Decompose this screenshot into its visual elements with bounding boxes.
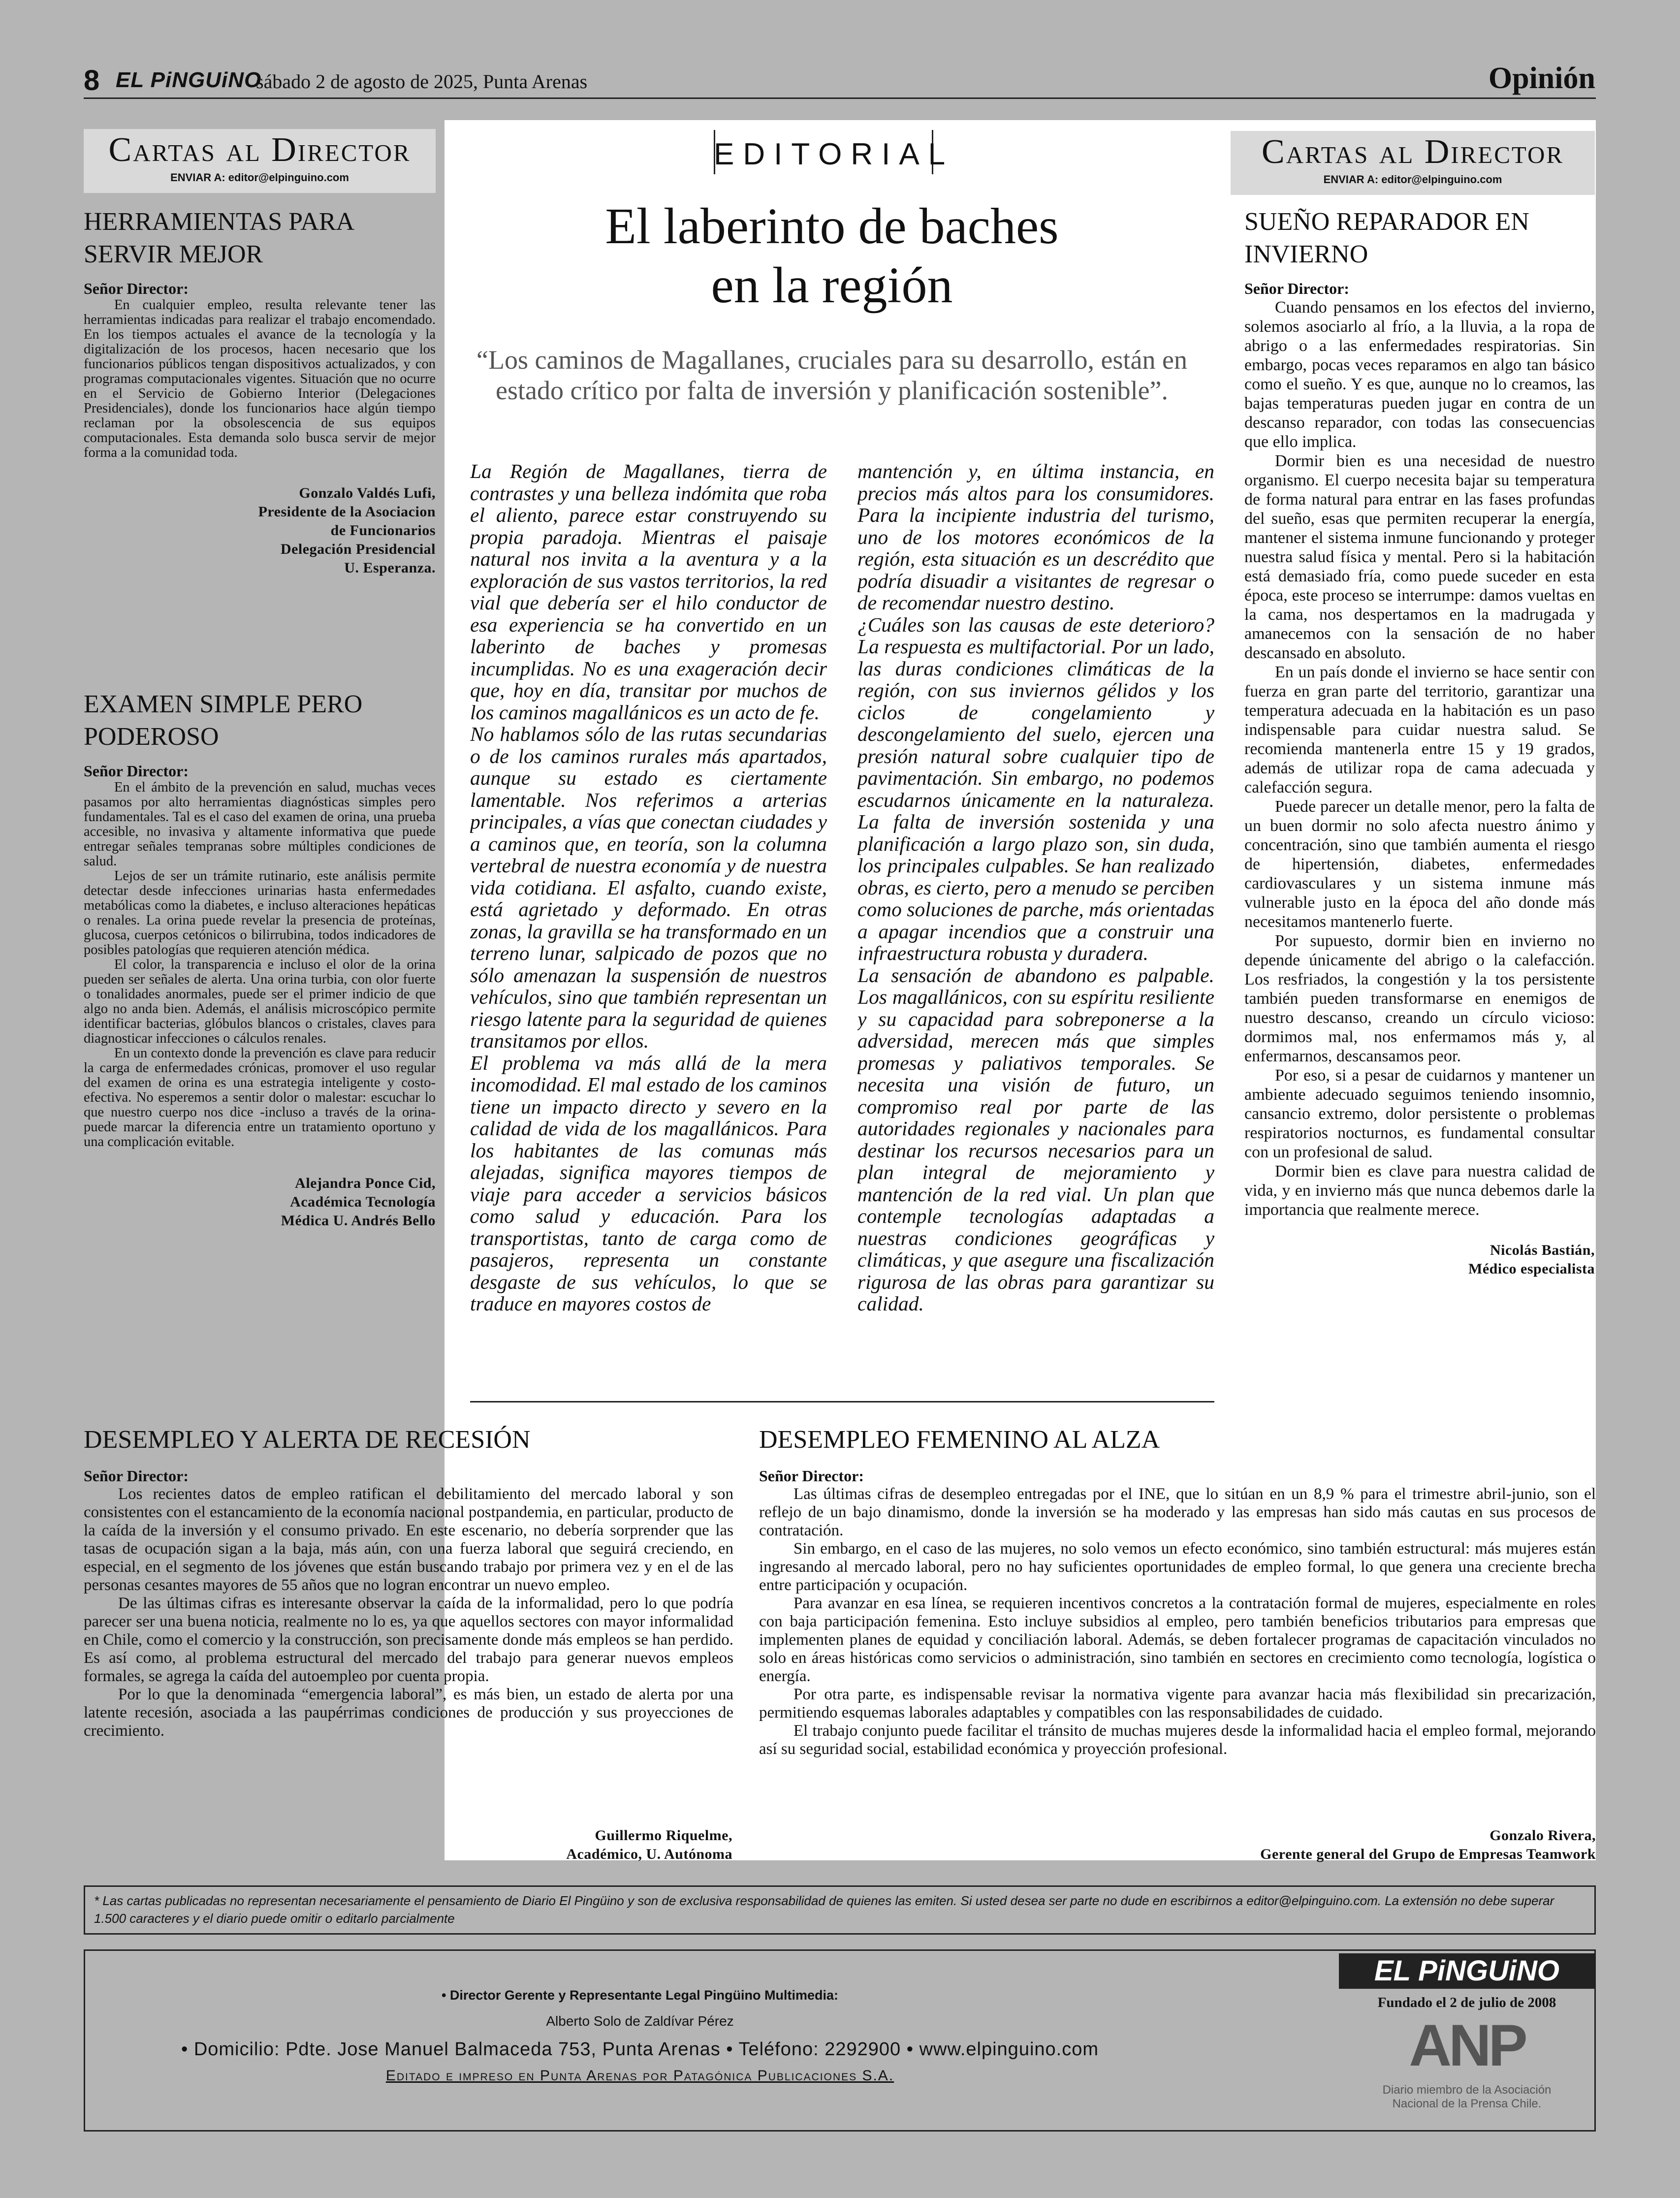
signature-line: Gerente general del Grupo de Empresas Teamwork	[1260, 1846, 1596, 1862]
letter-body	[84, 298, 436, 460]
paragraph: No hablamos sólo de las rutas secundarias o de los caminos rurales más apartados, aunque su estado es ciertamente lamentable. Nos referimos a arterias principales, a vías que conectan ciudades y a caminos que, en teoría, son la columna vertebral de nuestra economía y de nuestra vida cotidiana. El asfalto, cuando existe, está agrietado y deformado. En otras zonas, la gravilla se ha transformado en un terreno lunar, salpicado de pozos que no sólo amenazan la suspensión de nuestros vehículos, sino que también representan un riesgo latente para la seguridad de quienes transitamos por ellos.	[470, 723, 827, 1052]
signature	[1244, 1241, 1595, 1278]
page-number: 8	[84, 64, 100, 96]
anp-caption-line: Nacional de la Prensa Chile.	[1392, 2097, 1542, 2110]
signature-line: Alejandra Ponce Cid,	[295, 1175, 436, 1191]
paragraph: Sin embargo, en el caso de las mujeres, no solo vemos un efecto económico, sino también estructural: más mujeres están ingresando al mercado laboral, pero no hay suficientes oportunidades de empleo formal, lo que genera una creciente brecha entre participación y ocupación.	[759, 1540, 1596, 1594]
cartas-email: ENVIAR A: editor@elpinguino.com	[170, 171, 349, 184]
paragraph: Por supuesto, dormir bien en invierno no depende únicamente del abrigo o la calefacción. Los resfriados, la congestión y la tos persistente también pueden transformarse en enemigos de nuestro descanso, creando un círculo vicioso: dormimos mal, nos enfermamos más y, al enfermarnos, descansamos peor.	[1244, 932, 1595, 1065]
paragraph: Puede parecer un detalle menor, pero la falta de un buen dormir no solo afecta nuestro ánimo y concentración, sino que también aumenta el riesgo de hipertensión, diabetes, enfermedades cardiovasculares y un sistema inmune más vulnerable justo en la época del año donde más necesitamos mantenerlo fuerte.	[1244, 797, 1595, 931]
letter-title: EXAMEN SIMPLE PERO PODEROSO	[84, 690, 363, 751]
paragraph: La sensación de abandono es palpable. Los magallánicos, con su espíritu resiliente y su capacidad para sobreponerse a la adversidad, merecen más que simples promesas y paliativos temporales. Se necesita una visión de futuro, un compromiso real por parte de las autoridades regionales y nacionales para destinar los recursos necesarios para un plan integral de mejoramiento y mantención de la red vial. Un plan que contemple tecnologías adaptadas a nuestras condiciones geográficas y climáticas, y que asegure una fiscalización rigurosa de las obras para garantizar su calidad.	[857, 963, 1214, 1315]
paragraph: mantención y, en última instancia, en precios más altos para los consumidores. Para la incipiente industria del turismo, uno de los motores económicos de la región, esta situación es un descrédito que podría disuadir a visitantes de regresar o de recomendar nuestro destino.	[857, 460, 1214, 614]
address-line: • Domicilio: Pdte. Jose Manuel Balmaceda 753, Punta Arenas • Teléfono: 2292900 • www.elpinguino.com	[181, 2039, 1099, 2060]
el-pinguino-logo: EL PiNGUiNO	[1339, 1953, 1595, 1989]
salutation: Señor Director:	[84, 1467, 189, 1485]
signature	[84, 484, 436, 577]
left-cartas-header	[84, 129, 436, 193]
paragraph: De las últimas cifras es interesante observar la caída de la informalidad, pero lo que podría parecer ser una buena noticia, realmente no lo es, ya que aquellos sectores con mayor informalidad en Chile, como el comercio y la construcción, son precisamente donde más empleos se han perdido. Es así como, al problema estructural del mercado del trabajo para generar nuevos empleos formales, se agrega la caída del autoempleo por cuenta propia.	[84, 1594, 733, 1685]
paragraph: Por otra parte, es indispensable revisar la normativa vigente para avanzar hacia más flexibilidad sin precarización, permitiendo esquemas laborales adaptables y compatibles con las responsabilidades de cuidado.	[759, 1686, 1596, 1721]
salutation: Señor Director:	[84, 280, 189, 297]
paragraph: El color, la transparencia e incluso el olor de la orina pueden ser señales de alerta. Una orina turbia, con olor fuerte o tonalidades anormales, puede ser el primer indicio de que algo no anda bien. Además, el análisis microscópico permite identificar bacterias, glóbulos blancos o cristales, claves para diagnosticar infecciones o cálculos renales.	[84, 957, 436, 1046]
anp-logo: ANP	[1409, 2012, 1525, 2078]
letter-body	[1244, 298, 1595, 1219]
paragraph: Lejos de ser un trámite rutinario, este análisis permite detectar desde infecciones urinarias hasta enfermedades metabólicas como la diabetes, e incluso alteraciones hepáticas o renales. La orina puede revelar la presencia de proteínas, glucosa, cuerpos cetónicos o bilirrubina, todos indicadores de posibles patologías que requieren atención médica.	[84, 868, 436, 957]
letter-desempleo-femenino	[759, 1424, 1596, 1758]
headline-line: El laberinto de baches	[605, 198, 1059, 255]
paragraph: En el ámbito de la prevención en salud, muchas veces pasamos por alto herramientas diagnósticas simples pero fundamentales. Tal es el caso del examen de orina, una prueba accesible, no invasiva y altamente informativa que puede entregar señales tempranas sobre múltiples condiciones de salud.	[84, 780, 436, 869]
paragraph: Para avanzar en esa línea, se requieren incentivos concretos a la contratación formal de mujeres, especialmente en roles con baja participación femenina. Esto incluye subsidios al empleo, pero también beneficios tributarios para empresas que implementen planes de equidad y conciliación laboral. Además, se deben fortalecer programas de capacitación vinculados no solo en áreas históricas como servicios o administración, sino también en sectores en crecimiento como tecnología, logística o energía.	[759, 1594, 1596, 1685]
paragraph: ¿Cuáles son las causas de este deterioro? La respuesta es multifactorial. Por un lado, las duras condiciones climáticas de la región, con sus inviernos gélidos y los ciclos de congelamiento y descongelamiento del suelo, ejercen una presión natural sobre cualquier tipo de pavimentación. Sin embargo, no podemos escudarnos únicamente en la naturaleza. La falta de inversión sostenida y una planificación a largo plazo son, sin duda, los principales culpables. Se han realizado obras, es cierto, pero a menudo se perciben como soluciones de parche, más orientadas a apagar incendios que a construir una infraestructura robusta y duradera.	[857, 613, 1214, 964]
paragraph: Las últimas cifras de desempleo entregadas por el INE, que lo sitúan en un 8,9 % para el trimestre abril-junio, son el reflejo de un bajo dinamismo, donde la inversión se ha moderado y las empresas han sido más cautas en sus procesos de contratación.	[759, 1485, 1596, 1539]
signature-line: de Funcionarios	[330, 522, 436, 539]
salutation: Señor Director:	[759, 1467, 864, 1485]
paragraph: El problema va más allá de la mera incomodidad. El mal estado de los caminos tiene un impacto directo y severo en la calidad de vida de los magallánicos. Para los habitantes de las comunas más alejadas, significa mayores tiempos de viaje para acceder a servicios básicos como salud y educación. Para los transportistas, tanto de carga como de pasajeros, representa un constante desgaste de sus vehículos, lo que se traduce en mayores costos de	[470, 1051, 827, 1315]
anp-caption-line: Diario miembro de la Asociación	[1382, 2083, 1552, 2097]
letter-title: SUEÑO REPARADOR EN INVIERNO	[1244, 208, 1529, 268]
paragraph: En un país donde el invierno se hace sentir con fuerza en gran parte del territorio, garantizar una temperatura adecuada en la habitación es un paso indispensable para cuidar nuestra salud. Se recomienda mantenerla entre 15 y 19 grados, además de utilizar ropa de cama adecuada y calefacción segura.	[1244, 663, 1595, 796]
editorial-pullquote: “Los caminos de Magallanes, cruciales para su desarrollo, están en estado crítico por falta de inversión y planificación sostenible”.	[476, 345, 1187, 405]
paragraph: Dormir bien es una necesidad de nuestro organismo. El cuerpo necesita bajar su temperatura de forma natural para entrar en las fases profundas del sueño, esas que permiten recuperar la energía, mantener el sistema inmune funcionando y proteger nuestra salud física y mental. Pero si la habitación está demasiado fría, como puede suceder en esta época, este proceso se interrumpe: damos vueltas en la cama, nos despertamos en la madrugada y amanecemos con la sensación de no haber descansado en absoluto.	[1244, 452, 1595, 662]
paragraph: Dormir bien es clave para nuestra calidad de vida, y en invierno más que nunca debemos darle la importancia que realmente merece.	[1244, 1162, 1595, 1219]
signature-line: Gonzalo Rivera,	[1490, 1827, 1596, 1844]
printed-by: Editado e impreso en Punta Arenas por Patagónica Publicaciones S.A.	[385, 2068, 894, 2084]
signature-line: Gonzalo Valdés Lufi,	[299, 485, 436, 501]
signature	[84, 1174, 436, 1230]
paragraph: Por lo que la denominada “emergencia laboral”, es más bien, un estado de alerta por una latente recesión, asociada a las paupérrimas condiciones de producción y sus proyecciones de crecimiento.	[84, 1686, 733, 1740]
disclaimer: * Las cartas publicadas no representan necesariamente el pensamiento de Diario El Pingüino y son de exclusiva responsabilidad de quienes las emiten. Si usted desea ser parte no dude en escribirnos a editor@elpinguino.com. La extensión no debe superar 1.500 caracteres y el diario puede omitir o editarlo parcialmente	[84, 1885, 1596, 1935]
letter-title: HERRAMIENTAS PARA SERVIR MEJOR	[84, 208, 353, 268]
header-rule	[84, 97, 1596, 99]
editorial-column-1	[470, 460, 827, 1398]
founded-date: Fundado el 2 de julio de 2008	[1377, 1995, 1556, 2010]
signature	[759, 1826, 1596, 1864]
paragraph: Cuando pensamos en los efectos del invierno, solemos asociarlo al frío, a la lluvia, a la ropa de abrigo o a las enfermedades respiratorias. Sin embargo, pocas veces reparamos en algo tan básico como el sueño. Y es que, aunque no lo creamos, las bajas temperaturas pueden jugar en contra de un descanso reparador, con todas las consecuencias que ello implica.	[1244, 298, 1595, 451]
editorial-bottom-rule	[470, 1401, 1214, 1402]
dateline: sábado 2 de agosto de 2025, Punta Arenas	[256, 70, 588, 93]
letter-desempleo-recesion	[84, 1424, 733, 1740]
right-cartas-header	[1231, 131, 1595, 195]
paragraph: Por eso, si a pesar de cuidarnos y mantener un ambiente adecuado seguimos teniendo insomnio, cansancio extremo, dolor persistente o problemas respiratorios nocturnos, es fundamental consultar con un profesional de salud.	[1244, 1066, 1595, 1161]
paragraph: La Región de Magallanes, tierra de contrastes y una belleza indómita que roba el aliento, parece estar construyendo su propia paradoja. Mientras el paisaje natural nos invita a la aventura y a la exploración de sus vastos territorios, la red vial que debería ser el hilo conductor de esa experiencia se ha convertido en un laberinto de baches y promesas incumplidas. No es una exageración decir que, hoy en día, transitar por muchos de los caminos magallánicos es un acto de fe.	[470, 460, 827, 724]
letter-body	[84, 1485, 733, 1740]
signature-line: Delegación Presidencial	[280, 541, 436, 557]
director-name: Alberto Solo de Zaldívar Pérez	[546, 2013, 734, 2029]
letter-sueno	[1244, 206, 1595, 1278]
signature-line: Nicolás Bastián,	[1490, 1242, 1595, 1258]
editorial-column-2	[857, 460, 1214, 1398]
salutation: Señor Director:	[1244, 280, 1349, 297]
signature-line: Presidente de la Asociacion	[258, 504, 436, 520]
letter-examen	[84, 688, 436, 1230]
letter-body	[759, 1485, 1596, 1758]
letter-title: DESEMPLEO Y ALERTA DE RECESIÓN	[84, 1426, 531, 1454]
signature-line: Académica Tecnología	[290, 1194, 436, 1210]
letter-body	[84, 780, 436, 1149]
paragraph: En un contexto donde la prevención es clave para reducir la carga de enfermedades crónicas, promover el uso regular del examen de orina es una estrategia inteligente y costo-efectiva. No esperemos a sentir dolor o malestar: escuchar lo que nuestro cuerpo nos dice -incluso a través de la orina- puede marcar la diferencia entre un tratamiento oportuno y una complicación evitable.	[84, 1046, 436, 1149]
director-label: • Director Gerente y Representante Legal Pingüino Multimedia:	[441, 1988, 839, 2003]
letter-herramientas	[84, 206, 436, 577]
paragraph: En cualquier empleo, resulta relevante tener las herramientas indicadas para realizar el trabajo encomendado. En los tiempos actuales el avance de la tecnología y la digitalización de los procesos, hacen necesario que los funcionarios públicos tengan dispositivos actualizados, y con programas computacionales vigentes. Situación que no ocurre en el Servicio de Gobierno Interior (Delegaciones Presidenciales), donde los funcionarios hace algún tiempo reclaman por la obsolescencia de sus equipos computacionales. Esta demanda solo busca servir de mejor forma a la comunidad toda.	[84, 297, 436, 460]
paragraph: El trabajo conjunto puede facilitar el tránsito de muchas mujeres desde la informalidad hacia el empleo formal, mejorando así su seguridad social, estabilidad económica y proyección profesional.	[759, 1722, 1596, 1758]
anp-caption	[1359, 2083, 1575, 2111]
headline-line: en la región	[711, 257, 953, 314]
salutation: Señor Director:	[84, 762, 189, 780]
cartas-title: Cartas al Director	[108, 131, 411, 169]
paragraph: Los recientes datos de empleo ratifican el debilitamiento del mercado laboral y son consistentes con el estancamiento de la economía nacional postpandemia, en particular, producto de la caída de la inversión y el consumo privado. En este escenario, no debería sorprender que las tasas de ocupación sigan a la baja, más aún, con una fuerza laboral que seguirá creciendo, en especial, en el segmento de los jóvenes que están buscando trabajo por primera vez y en el de las personas cesantes mayores de 55 años que no logran encontrar un nuevo empleo.	[84, 1485, 733, 1594]
editorial-label: EDITORIAL	[714, 137, 954, 171]
signature-line: Guillermo Riquelme,	[595, 1827, 732, 1844]
cartas-title: Cartas al Director	[1261, 133, 1564, 171]
signature-line: U. Esperanza.	[344, 560, 436, 576]
editorial-headline	[463, 197, 1201, 315]
cartas-email: ENVIAR A: editor@elpinguino.com	[1323, 173, 1502, 186]
signature	[84, 1826, 732, 1864]
signature-line: Médico especialista	[1468, 1261, 1595, 1277]
letter-title: DESEMPLEO FEMENINO AL ALZA	[759, 1426, 1160, 1454]
signature-line: Académico, U. Autónoma	[566, 1846, 732, 1862]
section-title: Opinión	[1488, 62, 1595, 95]
masthead-small: EL PiNGUiNO	[116, 68, 262, 92]
signature-line: Médica U. Andrés Bello	[281, 1212, 436, 1229]
